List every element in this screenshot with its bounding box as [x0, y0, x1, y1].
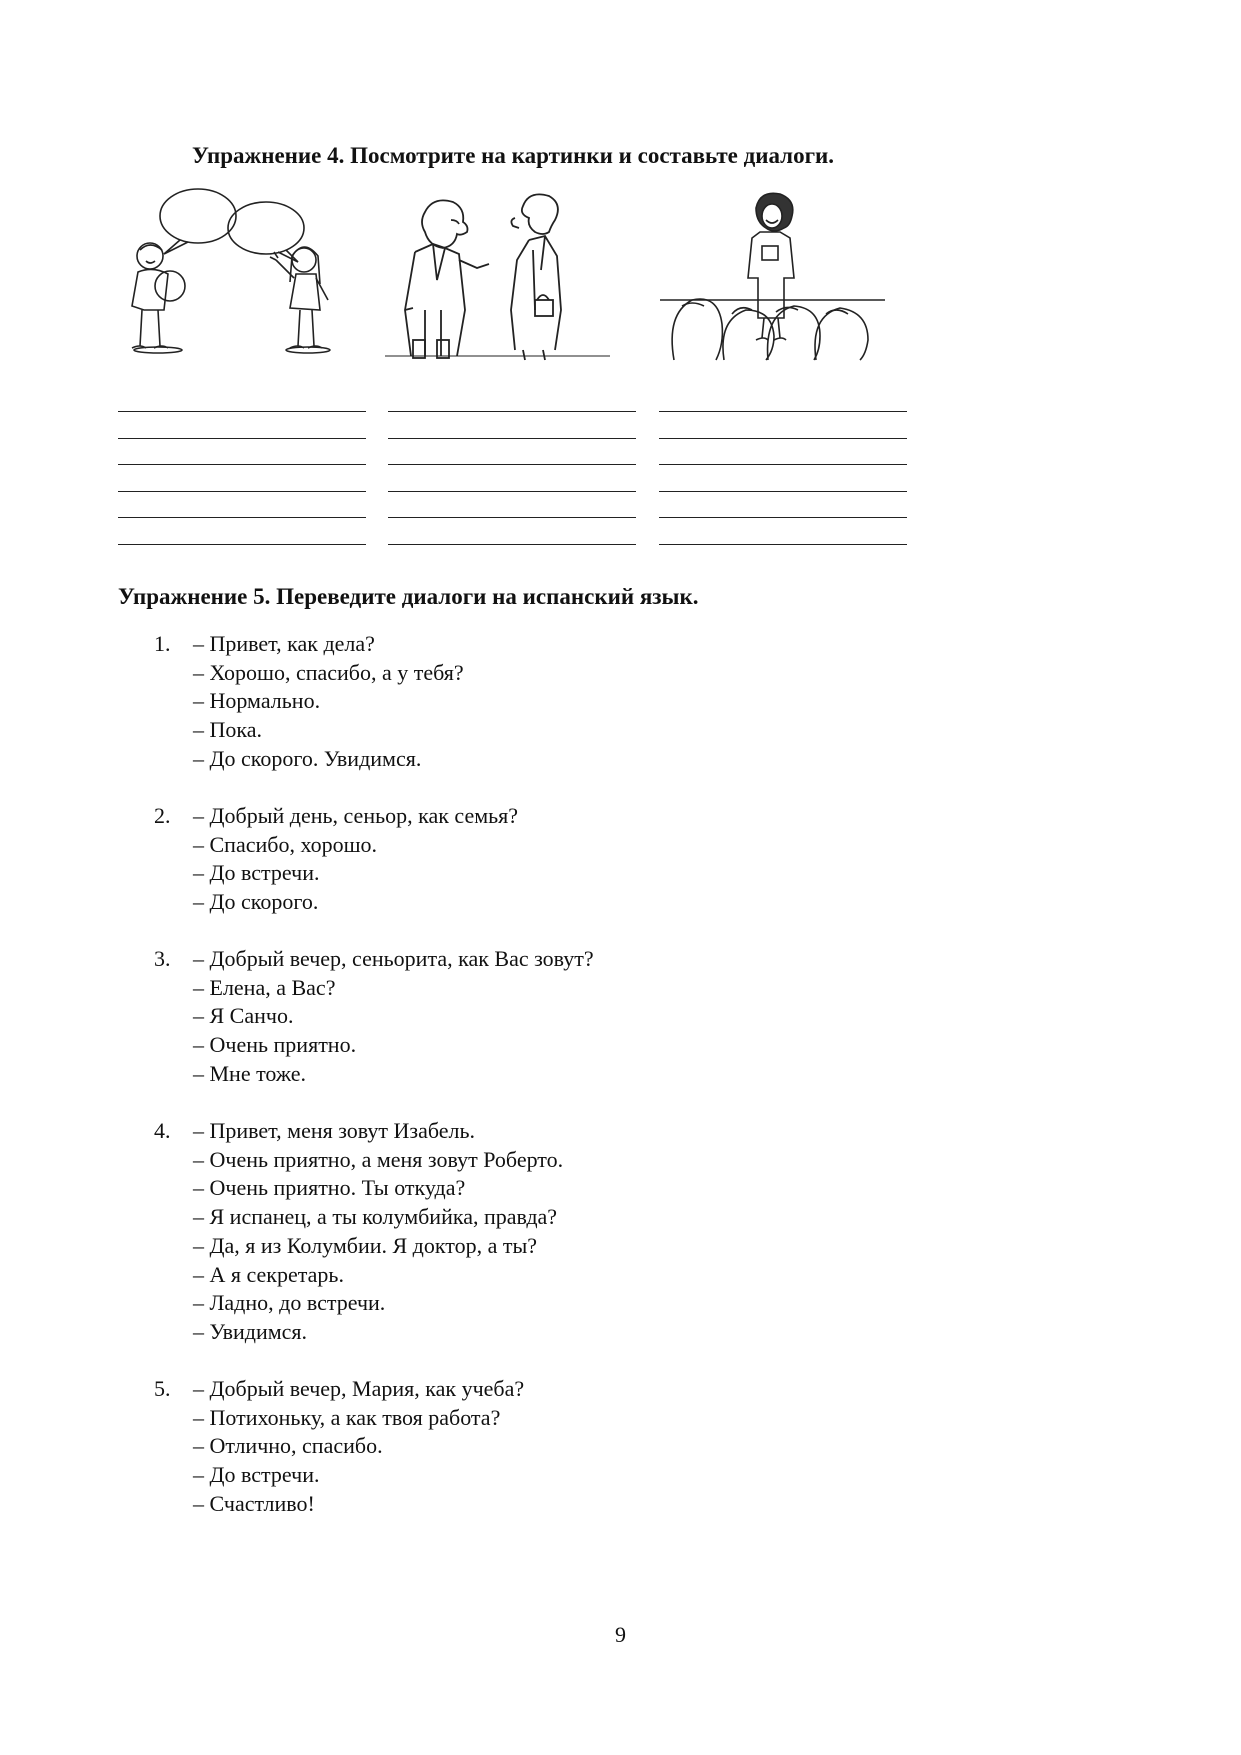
dialog-line: – Добрый вечер, Мария, как учеба? — [193, 1376, 525, 1401]
dialog-number: 2. — [154, 803, 171, 828]
dialog-line: – Хорошо, спасибо, а у тебя? — [193, 659, 464, 685]
answer-line[interactable] — [659, 518, 907, 545]
dialog-line: – До скорого. Увидимся. — [193, 745, 422, 771]
answer-line[interactable] — [659, 492, 907, 519]
dialog-line: – Добрый вечер, сеньорита, как Вас зовут? — [193, 946, 594, 971]
answer-column-3 — [659, 405, 907, 545]
answer-line[interactable] — [388, 465, 636, 492]
answer-line[interactable] — [388, 412, 636, 439]
answer-line[interactable] — [118, 412, 366, 439]
answer-line[interactable] — [118, 405, 366, 412]
dialog-line: – Добрый день, сеньор, как семья? — [193, 803, 519, 828]
dialog-number: 4. — [154, 1118, 171, 1143]
answer-line[interactable] — [388, 405, 636, 412]
dialog-line: – До встречи. — [193, 1462, 320, 1488]
page-number: 9 — [615, 1622, 626, 1647]
answer-line[interactable] — [388, 439, 636, 466]
answer-line[interactable] — [659, 465, 907, 492]
dialog-line: – Счастливо! — [193, 1490, 315, 1516]
dialog-line: – Елена, а Вас? — [193, 974, 336, 1000]
answer-lines-area — [118, 405, 918, 555]
answer-line[interactable] — [388, 492, 636, 519]
dialog-line: – Увидимся. — [193, 1318, 308, 1344]
dialog-line: – Я испанец, а ты колумбийка, правда? — [193, 1204, 558, 1230]
exercise-5-title: Упражнение 5. Переведите диалоги на испанский язык. — [118, 584, 699, 609]
answer-column-1 — [118, 405, 366, 545]
teacher-class-illustration — [660, 188, 885, 363]
dialog-line: – Очень приятно. — [193, 1032, 357, 1058]
children-talking-illustration — [118, 188, 358, 363]
exercise-4-title: Упражнение 4. Посмотрите на картинки и составьте диалоги. — [192, 143, 835, 168]
adults-talking-illustration — [385, 190, 610, 362]
dialog-line: – Потихоньку, а как твоя работа? — [193, 1404, 501, 1430]
dialog-number: 3. — [154, 946, 171, 971]
dialog-line: – А я секретарь. — [193, 1261, 344, 1287]
answer-line[interactable] — [118, 518, 366, 545]
dialog-number: 5. — [154, 1376, 171, 1401]
dialog-line: – Спасибо, хорошо. — [193, 831, 378, 857]
dialog-line: – Очень приятно. Ты откуда? — [193, 1175, 466, 1201]
dialog-line: – До скорого. — [193, 889, 319, 915]
dialog-line: – Мне тоже. — [193, 1060, 307, 1086]
answer-line[interactable] — [118, 439, 366, 466]
dialog-line: – Ладно, до встречи. — [193, 1290, 386, 1316]
answer-line[interactable] — [659, 405, 907, 412]
dialog-line: – Да, я из Колумбии. Я доктор, а ты? — [193, 1232, 538, 1258]
dialog-line: – До встречи. — [193, 860, 320, 886]
dialog-line: – Я Санчо. — [193, 1003, 294, 1029]
answer-line[interactable] — [118, 465, 366, 492]
answer-line[interactable] — [118, 492, 366, 519]
answer-line[interactable] — [659, 439, 907, 466]
dialog-line: – Нормально. — [193, 688, 321, 714]
dialog-line: – Привет, как дела? — [193, 631, 375, 656]
answer-line[interactable] — [388, 518, 636, 545]
dialog-line: – Пока. — [193, 717, 263, 743]
dialog-line: – Отлично, спасибо. — [193, 1433, 383, 1459]
answer-line[interactable] — [659, 412, 907, 439]
dialog-line: – Очень приятно, а меня зовут Роберто. — [193, 1146, 564, 1172]
dialog-line: – Привет, меня зовут Изабель. — [193, 1118, 476, 1143]
dialog-number: 1. — [154, 631, 171, 656]
answer-column-2 — [388, 405, 636, 545]
